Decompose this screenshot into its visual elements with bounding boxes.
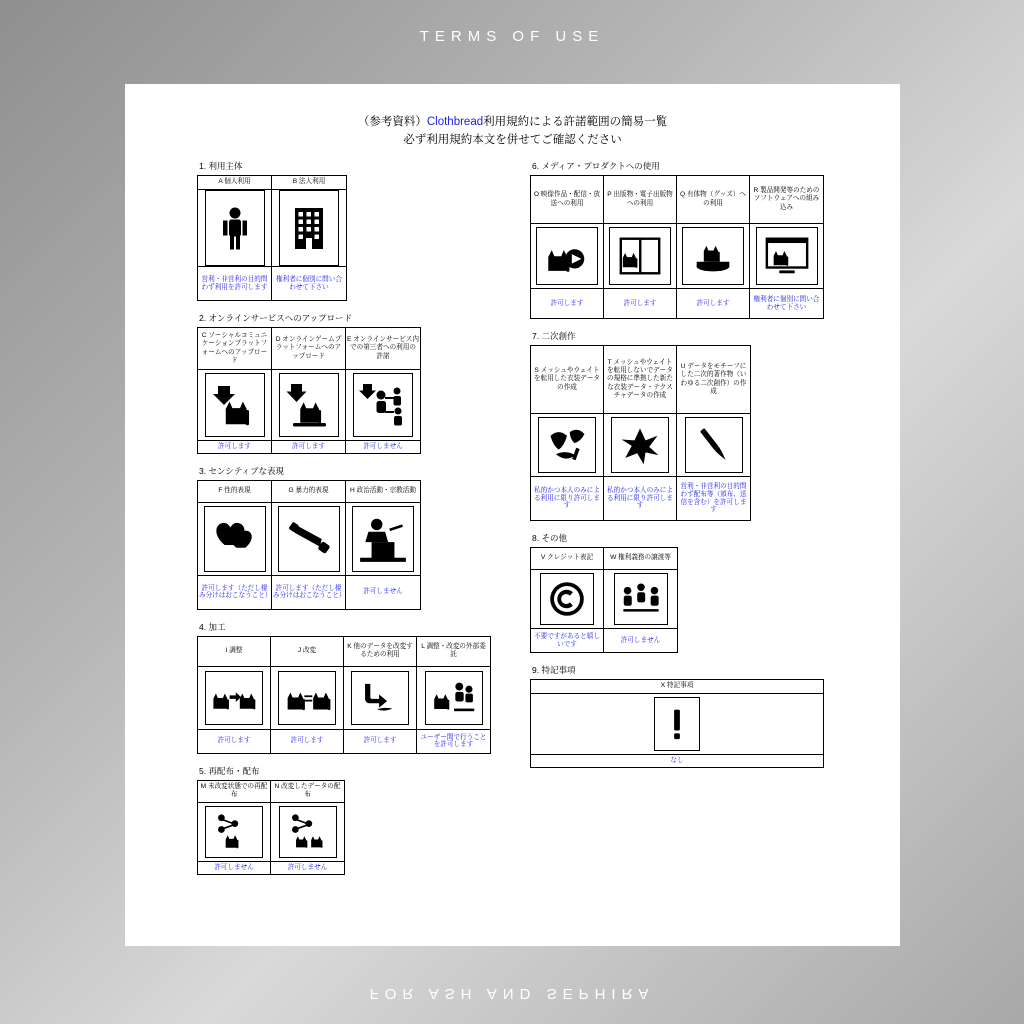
permission-cell — [750, 176, 823, 318]
section-title: 8. その他 — [532, 533, 567, 543]
permission-cell — [272, 176, 346, 300]
title-prefix: （参考資料） — [357, 116, 427, 128]
section-grid — [197, 780, 345, 875]
section-grid — [530, 547, 678, 653]
permission-cell-icon-area — [346, 370, 420, 440]
permission-cell — [344, 637, 417, 753]
permission-cell-note: 許可しません — [346, 575, 420, 609]
permission-cell-title: V クレジット表記 — [531, 548, 603, 570]
permission-cell-icon-area — [604, 570, 677, 628]
video-play-icon — [536, 227, 598, 285]
permission-cell-note: 許可します（ただし棲み分けはおこなうこと） — [198, 575, 271, 609]
share-modified-icon — [279, 806, 337, 858]
permission-cell-title: B 法人利用 — [272, 176, 346, 190]
section-title: 9. 特記事項 — [532, 665, 576, 675]
permission-cell-title: A 個人利用 — [198, 176, 271, 190]
adjust-cat-icon — [205, 671, 263, 725]
permission-cell-note: 許可します — [531, 288, 603, 318]
permission-cell — [604, 176, 677, 318]
section-grid — [530, 175, 824, 319]
outsource-icon — [425, 671, 483, 725]
permission-cell — [417, 637, 490, 753]
permission-cell-title: K 他のデータを改変するための利用 — [344, 637, 416, 667]
brush-icon — [685, 417, 743, 473]
permission-cell-icon-area — [272, 190, 346, 266]
section-title: 7. 二次創作 — [532, 331, 576, 341]
building-icon — [279, 190, 339, 266]
section-s1 — [197, 160, 497, 301]
permission-cell-note: 許可します — [272, 440, 345, 453]
permission-cell-title: L 調整・改変の外部委託 — [417, 637, 490, 667]
permission-cell-note: 許可します — [271, 729, 343, 753]
permission-cell-title: F 性的表現 — [198, 481, 271, 503]
permission-cell-icon-area — [604, 224, 676, 288]
permission-cell — [198, 637, 271, 753]
permission-cell-icon-area — [272, 503, 345, 575]
permission-cell-title: R 製品開発等のためのソフトウェアへの組み込み — [750, 176, 823, 224]
permission-cell-icon-area — [272, 370, 345, 440]
document-title — [125, 84, 900, 150]
permission-cell — [531, 548, 604, 652]
section-grid — [197, 327, 421, 454]
permission-cell-note: 営利・非営利の目的問わず配布等（頒布、送信を含む）を許可します — [677, 476, 750, 520]
document-title-line — [125, 114, 900, 132]
permission-cell — [531, 346, 604, 520]
permission-cell — [346, 328, 420, 453]
section-grid — [530, 345, 751, 521]
permission-cell-title: T メッシュやウェイトを転用しないでデータの規格に準拠した新たな衣装データ・テクスチャデータの作成 — [604, 346, 676, 414]
permission-cell-icon-area — [531, 224, 603, 288]
document-subtitle: 必ず利用規約本文を併せてご確認ください — [403, 133, 622, 146]
permission-cell-note: なし — [531, 754, 823, 767]
new-data-icon — [611, 417, 669, 473]
permission-cell-title: Q 有体物（グッズ）への利用 — [677, 176, 749, 224]
permission-cell-note: 許可しません — [271, 861, 344, 874]
book-icon — [609, 227, 671, 285]
permission-cell-title: M 未改変状態での再配布 — [198, 781, 270, 803]
permission-cell-icon-area — [531, 694, 823, 754]
section-title: 5. 再配布・配布 — [199, 765, 260, 776]
section-s3 — [197, 465, 497, 610]
permission-cell-note: 許可します — [198, 729, 270, 753]
podium-icon — [352, 506, 414, 572]
section-s8 — [530, 532, 850, 653]
title-suffix: 利用規約による許諾範囲の簡易一覧 — [483, 116, 668, 128]
modify-cat-icon — [278, 671, 336, 725]
section-title: 3. センシティブな表現 — [199, 465, 285, 476]
permission-cell-icon-area — [198, 803, 270, 861]
permission-cell-note: 私的かつ本人のみによる利用に限り許可します — [604, 476, 676, 520]
permission-cell-note: 許可します — [198, 440, 271, 453]
section-s4 — [197, 621, 497, 754]
permission-cell-note: 許可します — [677, 288, 749, 318]
permission-cell-note: 私的かつ本人のみによる利用に限り許可します — [531, 476, 603, 520]
transfer-icon — [614, 573, 668, 625]
permission-cell — [198, 781, 271, 874]
permission-cell-title: J 改変 — [271, 637, 343, 667]
permission-cell-note: 許可しません — [346, 440, 420, 453]
permission-cell-title: N 改変したデータの配布 — [271, 781, 344, 803]
permission-cell-title: I 調整 — [198, 637, 270, 667]
software-icon — [756, 227, 818, 285]
permission-cell — [271, 637, 344, 753]
section-s2 — [197, 312, 497, 454]
upload-cat-game-icon — [279, 373, 339, 437]
goods-icon — [682, 227, 744, 285]
permission-cell — [272, 481, 346, 609]
section-title: 6. メディア・プロダクトへの使用 — [532, 161, 660, 171]
transform-icon — [351, 671, 409, 725]
permission-cell-icon-area — [604, 414, 676, 476]
permission-cell-icon-area — [271, 803, 344, 861]
permission-cell-icon-area — [677, 414, 750, 476]
permission-cell-note: ユーザー間で行うことを許可します — [417, 729, 490, 753]
permission-cell — [271, 781, 344, 874]
permission-cell-note: 許可しません — [198, 861, 270, 874]
left-column — [197, 160, 497, 886]
permission-cell-note: 権利者に個別に問い合わせて下さい — [750, 288, 823, 318]
permission-cell — [346, 481, 420, 609]
hearts-icon — [204, 506, 266, 572]
section-s6 — [530, 160, 850, 319]
permission-cell-title: W 権利義務の譲渡等 — [604, 548, 677, 570]
upload-cat-icon — [205, 373, 265, 437]
copyright-icon — [540, 573, 594, 625]
knife-icon — [278, 506, 340, 572]
banner-top: TERMS OF USE — [419, 28, 605, 45]
permission-cell-note: 権利者に個別に問い合わせて下さい — [272, 266, 346, 300]
permission-cell-icon-area — [344, 667, 416, 729]
permission-cell-icon-area — [677, 224, 749, 288]
permission-cell-icon-area — [531, 414, 603, 476]
permission-cell-note: 許可します — [604, 288, 676, 318]
permission-cell-icon-area — [198, 503, 271, 575]
permission-cell — [198, 176, 272, 300]
permission-cell-icon-area — [198, 190, 271, 266]
right-column — [530, 160, 850, 779]
permission-cell — [677, 346, 750, 520]
permission-cell — [198, 481, 272, 609]
share-cat-icon — [205, 806, 263, 858]
permission-cell-title: C ソーシャルコミュニケーションプラットフォームへのアップロード — [198, 328, 271, 370]
permission-cell-title: E オンラインサービス内での第三者への利用の許諾 — [346, 328, 420, 370]
section-s7 — [530, 330, 850, 521]
permission-cell-title: X 特記事項 — [531, 680, 823, 694]
mesh-reuse-icon — [538, 417, 596, 473]
permission-cell — [677, 176, 750, 318]
permission-cell — [531, 176, 604, 318]
permission-cell-title: O 映像作品・配信・放送への利用 — [531, 176, 603, 224]
section-title: 1. 利用主体 — [199, 161, 243, 171]
exclamation-icon — [654, 697, 700, 751]
permission-cell — [272, 328, 346, 453]
section-s9 — [530, 664, 850, 768]
section-grid — [197, 480, 421, 610]
permission-cell-note: 不要ですがあると嬉しいです — [531, 628, 603, 652]
section-title: 2. オンラインサービスへのアップロード — [199, 313, 353, 323]
person-icon — [205, 190, 265, 266]
permission-cell — [604, 548, 677, 652]
permission-cell-note: 営利・非営利の目的問わず利用を許可します — [198, 266, 271, 300]
permission-cell-note: 許可します（ただし棲み分けはおこなうこと） — [272, 575, 345, 609]
permission-cell-icon-area — [750, 224, 823, 288]
section-s5 — [197, 765, 497, 875]
section-grid — [197, 175, 347, 301]
document-sheet — [125, 84, 900, 946]
section-title: 4. 加工 — [199, 621, 226, 632]
permission-cell-icon-area — [198, 370, 271, 440]
section-grid — [530, 679, 824, 768]
upload-share-icon — [353, 373, 413, 437]
brand-name: Clothbread — [426, 116, 484, 128]
permission-cell — [198, 328, 272, 453]
permission-cell-title: P 出版物・電子出版物への利用 — [604, 176, 676, 224]
permission-cell — [531, 680, 823, 767]
permission-cell-title: S メッシュやウェイトを転用した衣装データの作成 — [531, 346, 603, 414]
permission-cell-title: D オンラインゲームプラットフォームへのアップロード — [272, 328, 345, 370]
permission-cell — [604, 346, 677, 520]
permission-cell-title: G 暴力的表現 — [272, 481, 345, 503]
permission-cell-icon-area — [531, 570, 603, 628]
permission-cell-icon-area — [417, 667, 490, 729]
permission-cell-icon-area — [198, 667, 270, 729]
permission-cell-icon-area — [346, 503, 420, 575]
permission-cell-title: H 政治活動・宗教活動 — [346, 481, 420, 503]
section-grid — [197, 636, 491, 754]
permission-cell-title: U データをモチーフにした二次的著作物（いわゆる二次創作）の作成 — [677, 346, 750, 414]
permission-cell-icon-area — [271, 667, 343, 729]
banner-bottom: FOR ASH AND SEPHIRA — [369, 985, 655, 1002]
permission-cell-note: 許可します — [344, 729, 416, 753]
permission-cell-note: 許可しません — [604, 628, 677, 652]
